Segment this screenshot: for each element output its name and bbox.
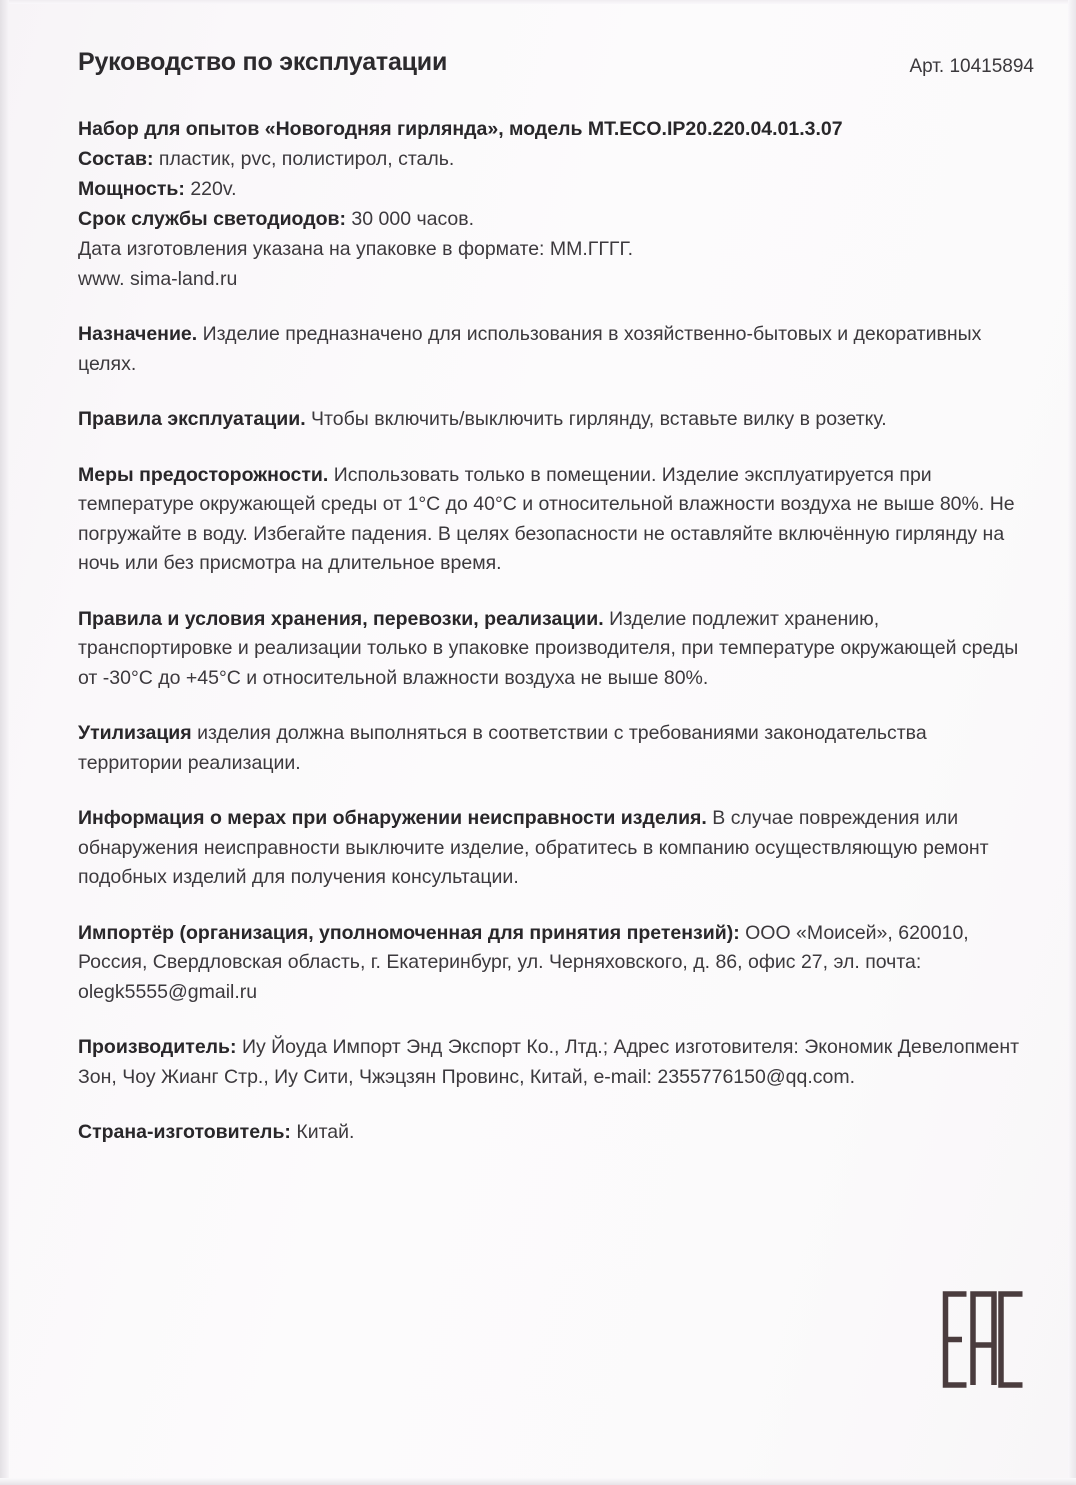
section-malfunction-info <box>78 804 1030 893</box>
spec-line <box>78 174 1038 204</box>
document-content <box>78 0 1038 1148</box>
eac-conformity-icon <box>941 1291 1027 1388</box>
section-heading: Правила и условия хранения, перевозки, реализации. <box>78 607 604 630</box>
section-manufacturer <box>78 1033 1030 1092</box>
section-text: Китай. <box>290 1121 355 1143</box>
section-heading: Меры предосторожности. <box>78 463 329 486</box>
spec-value: пластик, pvc, полистирол, сталь. <box>153 148 455 170</box>
spec-line <box>78 204 1038 234</box>
page-edge-left <box>0 0 9 1485</box>
section-text: Изделие предназначено для использования в хозяйственно-бытовых и декоративных целях. <box>78 323 982 375</box>
section-operating-rules <box>78 405 1030 435</box>
spec-value: 30 000 часов. <box>345 208 475 230</box>
section-text: Чтобы включить/выключить гирлянду, вставьте вилку в розетку. <box>305 408 887 430</box>
section-heading: Производитель: <box>78 1036 237 1058</box>
article-number: Арт. 10415894 <box>909 56 1034 77</box>
section-precautions <box>78 461 1030 579</box>
section-disposal <box>78 719 1030 778</box>
specification-block <box>78 114 1038 294</box>
section-heading: Назначение. <box>78 323 198 345</box>
spec-line <box>78 144 1038 174</box>
section-storage-transport <box>78 605 1030 694</box>
section-text: Изделие подлежит хранению, транспортировке и реализации только в упаковке производителя, при температуре окружающей среды от -30°С до +45°С и относительной влажности воздуха не выше 80%. <box>78 607 1019 689</box>
spec-line <box>78 114 1038 144</box>
section-heading: Утилизация <box>78 722 192 744</box>
section-importer <box>78 919 1030 1008</box>
spec-label: Набор для опытов «Новогодняя гирлянда», модель MT.ECO.IP20.220.04.01.3.07 <box>78 118 843 140</box>
section-heading: Правила эксплуатации. <box>78 408 306 430</box>
website-url: www. sima-land.ru <box>78 268 238 290</box>
section-heading: Информация о мерах при обнаружении неисправности изделия. <box>78 807 707 829</box>
page-edge-right <box>1068 0 1076 1485</box>
manufacture-date-line <box>78 234 1038 264</box>
website-line <box>78 264 1038 294</box>
page-title: Руководство по эксплуатации <box>78 48 448 76</box>
spec-label: Срок службы светодиодов: <box>78 208 346 230</box>
section-text: ООО «Моисей», 620010, Россия, Свердловская область, г. Екатеринбург, ул. Черняховского, д. 86, офис 27, эл. почта: olegk5555@gmail.ru <box>78 921 969 1003</box>
section-purpose <box>78 320 1030 379</box>
spec-label: Состав: <box>78 148 154 170</box>
spec-value: 220v. <box>184 178 237 200</box>
section-text: В случае повреждения или обнаружения неисправности выключите изделие, обратитесь в компанию осуществляющую ремонт подобных изделий для получения консультации. <box>78 807 989 888</box>
document-header <box>78 48 1038 100</box>
page-edge-bottom <box>0 1478 1076 1485</box>
section-heading: Страна-изготовитель: <box>78 1121 291 1143</box>
section-country-of-origin <box>78 1118 1030 1148</box>
section-text: изделия должна выполняться в соответствии с требованиями законодательства территории реализации. <box>78 722 927 774</box>
section-text: Использовать только в помещении. Изделие эксплуатируется при температуре окружающей среды от 1°С до 40°С и относительной влажности воздуха не выше 80%. Не погружайте в воду. Избегайте падения. В целях безопасности не оставляйте включённую гирлянду на ночь или без присмотра на длительное время. <box>78 463 1015 574</box>
spec-value: Дата изготовления указана на упаковке в формате: ММ.ГГГГ. <box>78 238 634 260</box>
spec-label: Мощность: <box>78 178 185 200</box>
section-heading: Импортёр (организация, уполномоченная для принятия претензий): <box>78 921 740 944</box>
section-text: Иу Йоуда Импорт Энд Экспорт Ко., Лтд.; Адрес изготовителя: Экономик Девелопмент Зон, Чоу Жианг Стр., Иу Сити, Чжэцзян Провинс, Китай, e-mail: 2355776150@qq.com. <box>78 1036 1020 1088</box>
